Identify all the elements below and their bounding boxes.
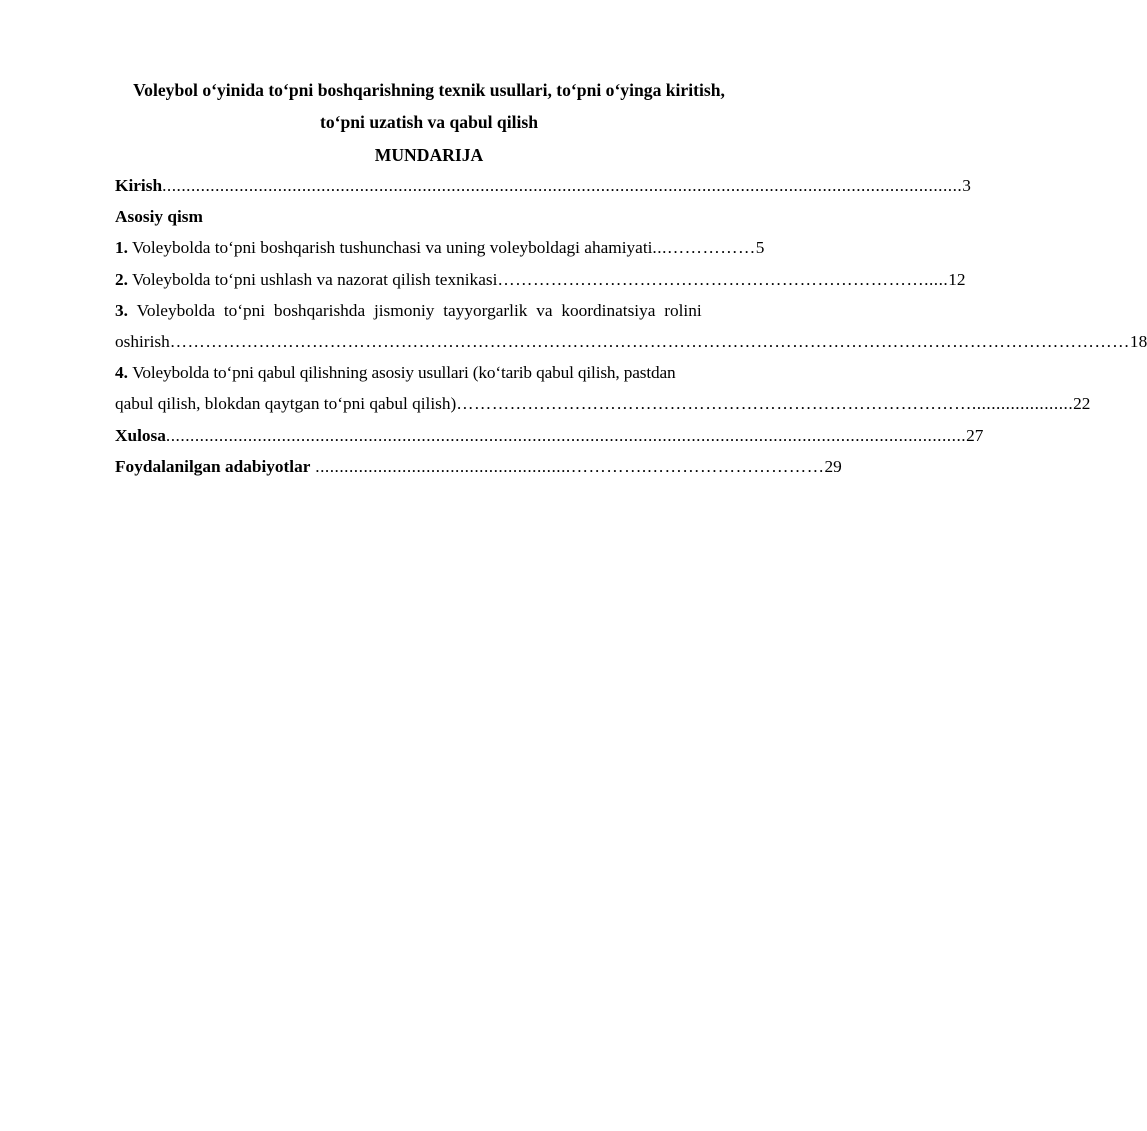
document-title: Voleybol o‘yinida to‘pni boshqarishning texnik usullari, to‘pni o‘yinga kiritish, to‘pni uzatish va qabul qilish <box>133 80 725 132</box>
toc-leader-dots: ...................................................................................................................................................................... <box>165 425 967 445</box>
toc-entry-kirish <box>115 170 971 201</box>
toc-entry-1 <box>115 232 765 263</box>
toc-page-number: 29 <box>824 456 842 476</box>
toc-entry-label-line2: qabul qilish, blokdan qaytgan to‘pni qabul qilish) <box>115 394 457 414</box>
toc-section-heading <box>115 201 743 232</box>
toc-entry-4 <box>115 357 1091 419</box>
toc-entry-label: Kirish <box>115 176 163 195</box>
toc-entry-adabiyotlar <box>115 451 842 482</box>
toc-page-number: 5 <box>755 238 765 258</box>
toc-leader-dots: ……………………………………………………………………………..................... <box>456 394 1074 414</box>
toc-entry-number: 2. <box>115 269 128 289</box>
toc-entry-label: Voleybolda to‘pni boshqarish tushunchasi va uning voleyboldagi ahamiyati <box>131 238 653 258</box>
toc-leader-dots: .....................................................………….………………………… <box>310 456 825 476</box>
toc-leader-dots: ……………………………………………………………………………………………………………………………………………… <box>169 332 1130 352</box>
toc-page-number: 18 <box>1129 332 1147 352</box>
toc-page-number: 22 <box>1073 394 1091 414</box>
toc-entry-number: 1. <box>115 238 128 258</box>
toc-entry-number: 4. <box>115 363 128 383</box>
toc-leader-dots: ...…………… <box>652 238 756 258</box>
toc-page-number: 3 <box>962 176 971 195</box>
toc-entry-label-line1: Voleybolda to‘pni qabul qilishning asosiy usullari (ko‘tarib qabul qilish, pastdan <box>132 363 676 383</box>
toc-entry-label-line2: oshirish <box>115 332 170 352</box>
toc-entry-number: 3. <box>115 300 128 320</box>
toc-entry-label: Foydalanilgan adabiyotlar <box>115 456 311 476</box>
toc-entry-xulosa <box>115 420 984 451</box>
table-of-contents <box>115 170 1147 482</box>
toc-heading: MUNDARIJA <box>374 145 484 165</box>
toc-page-number: 27 <box>966 425 984 445</box>
toc-entry-3 <box>115 295 1147 357</box>
toc-entry-label: Xulosa <box>115 425 166 445</box>
toc-section-label: Asosiy qism <box>115 207 203 227</box>
toc-leader-dots: ...................................................................................................................................................................... <box>162 176 963 195</box>
toc-page-number: 12 <box>948 269 966 289</box>
toc-entry-2 <box>115 264 966 295</box>
toc-leader-dots: ………………………………………………………………..... <box>497 269 949 289</box>
toc-entry-label-line1: Voleybolda to‘pni boshqarishda jismoniy tayyorgarlik va koordinatsiya rolini <box>136 300 702 320</box>
toc-entry-label: Voleybolda to‘pni ushlash va nazorat qilish texnikasi <box>131 269 498 289</box>
